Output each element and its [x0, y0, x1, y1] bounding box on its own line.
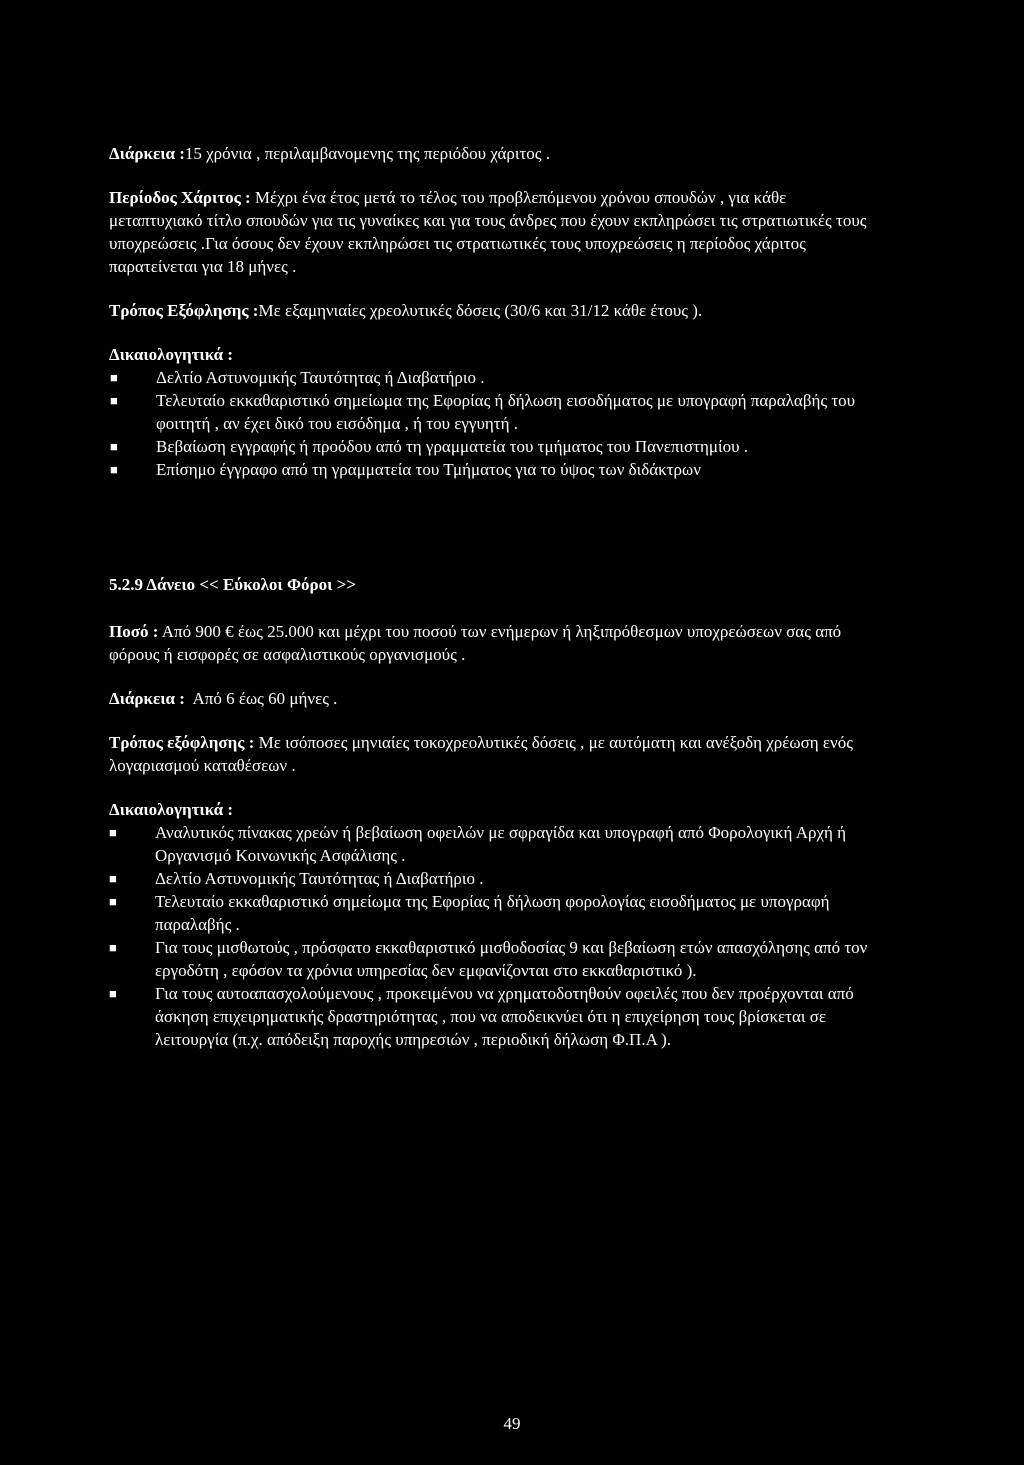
list-item: ■ Δελτίο Αστυνομικής Ταυτότητας ή Διαβατήριο . [110, 368, 485, 387]
list-item: ■ Επίσημο έγγραφο από τη γραμματεία του Τμήματος για το ύψος των διδάκτρων [110, 460, 701, 479]
bullet-icon: ■ [109, 940, 117, 955]
duration-text: 15 χρόνια , περιλαμβανομενης της περιόδου χάριτος . [184, 144, 551, 163]
amount-label: Ποσό : [109, 622, 159, 641]
bullet-icon: ■ [110, 462, 118, 477]
bullet-icon: ■ [110, 439, 118, 454]
loan-duration-paragraph [109, 687, 879, 710]
loan-duration-label: Διάρκεια : [109, 689, 185, 708]
bullet-icon: ■ [109, 825, 117, 840]
list-item: ■ Τελευταίο εκκαθαριστικό σημείωμα της Εφορίας ή δήλωση εισοδήματος με υπογραφή παραλαβής του φοιτητή , αν έχει δικό του εισόδημα , ή του εγγυητή . [110, 391, 856, 433]
loan-duration-text: Από 6 έως 60 μήνες . [184, 689, 338, 708]
bullet-icon: ■ [110, 370, 118, 385]
documents-heading: Δικαιολογητικά : [109, 345, 234, 364]
list-item: ■ Τελευταίο εκκαθαριστικό σημείωμα της Εφορίας ή δήλωση φορολογίας εισοδήματος με υπογραφή παραλαβής . [109, 892, 830, 934]
amount-paragraph [109, 620, 879, 666]
bullet-icon: ■ [109, 871, 117, 886]
list-item: ■ Για τους μισθωτούς , πρόσφατο εκκαθαριστικό μισθοδοσίας 9 και βεβαίωση ετών απασχόλησης από τον εργοδότη , εφόσον τα χρόνια υπηρεσίας δεν εμφανίζονται στο εκκαθαριστικό ). [109, 938, 868, 980]
loan-repayment-text: Με ισόποσες μηνιαίες τοκοχρεολυτικές δόσεις , με αυτόματη και ανέξοδη χρέωση ενός λογαριασμού καταθέσεων . [109, 733, 853, 775]
document-page [109, 142, 879, 1051]
loan-repayment-paragraph [109, 731, 879, 777]
page-number: 49 [503, 1414, 521, 1433]
repayment-paragraph [109, 299, 879, 322]
documents-list [110, 366, 879, 481]
bullet-icon: ■ [110, 393, 118, 408]
list-item: ■ Βεβαίωση εγγραφής ή προόδου από τη γραμματεία του τμήματος του Πανεπιστημίου . [110, 437, 748, 456]
loan-documents-heading: Δικαιολογητικά : [109, 800, 234, 819]
duration-label: Διάρκεια : [109, 144, 185, 163]
section-heading: 5.2.9 Δάνειο << Εύκολοι Φόροι >> [109, 575, 357, 594]
list-item: ■ Για τους αυτοαπασχολούμενους , προκειμένου να χρηματοδοτηθούν οφειλές που δεν προέρχονται από άσκηση επιχειρηματικής δραστηριότητας , που να αποδεικνύει ότι η επιχείρηση τους βρίσκεται σε λειτουργία (π.χ. απόδειξη παροχής υπηρεσιών , περιοδική δήλωση Φ.Π.Α ). [109, 984, 854, 1049]
bullet-icon: ■ [109, 986, 117, 1001]
grace-period-text: Μέχρι ένα έτος μετά το τέλος του προβλεπόμενου χρόνου σπουδών , για κάθε μεταπτυχιακό τίτλο σπουδών για τις γυναίκες και για τους άνδρες που έχουν εκπληρώσει τις στρατιωτικές τους υποχρεώσεις .Για όσους δεν έχουν εκπληρώσει τις στρατιωτικές τους υποχρεώσεις η περίοδος χάριτος παρατείνεται για 18 μήνες . [109, 188, 867, 276]
grace-period-label: Περίοδος Χάριτος : [109, 188, 251, 207]
repayment-text: Με εξαμηνιαίες χρεολυτικές δόσεις (30/6 και 31/12 κάθε έτους ). [258, 301, 703, 320]
loan-documents-list [109, 821, 879, 1051]
amount-text: Από 900 € έως 25.000 και μέχρι του ποσού των ενήμερων ή ληξιπρόθεσμων υποχρεώσεων σας από φόρους ή εισφορές σε ασφαλιστικούς οργανισμούς . [109, 622, 842, 664]
bullet-icon: ■ [109, 894, 117, 909]
grace-period-paragraph [109, 186, 879, 278]
list-item: ■ Δελτίο Αστυνομικής Ταυτότητας ή Διαβατήριο . [109, 869, 484, 888]
repayment-label: Τρόπος Εξόφλησης : [109, 301, 259, 320]
duration-paragraph [109, 142, 879, 165]
loan-repayment-label: Τρόπος εξόφλησης : [109, 733, 255, 752]
list-item: ■ Αναλυτικός πίνακας χρεών ή βεβαίωση οφειλών με σφραγίδα και υπογραφή από Φορολογική Αρχή ή Οργανισμό Κοινωνικής Ασφάλισης . [109, 823, 847, 865]
